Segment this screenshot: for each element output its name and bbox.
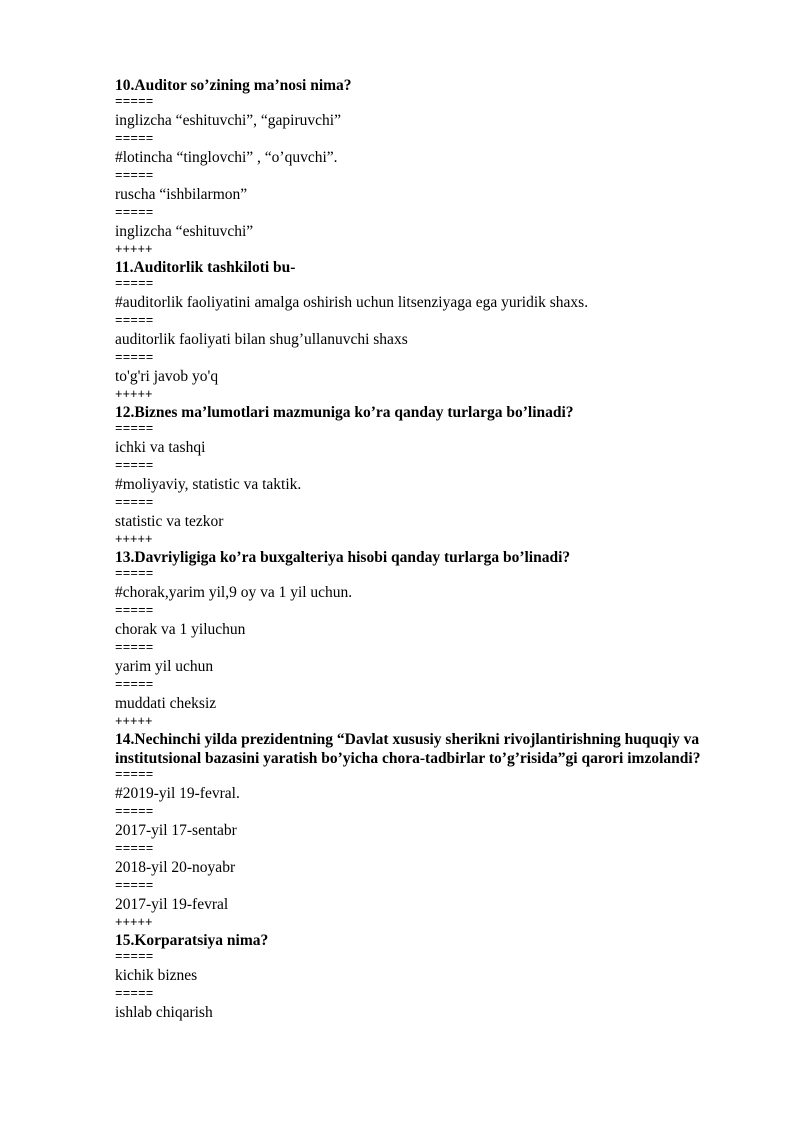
option-separator: ===== xyxy=(115,351,154,365)
answer-option: #2019-yil 19-fevral. xyxy=(115,785,240,802)
option-separator: ===== xyxy=(115,678,154,692)
question-title: 11.Auditorlik tashkiloti bu- xyxy=(115,259,296,276)
option-separator: ===== xyxy=(115,422,154,436)
option-separator: ===== xyxy=(115,987,154,1001)
question-block xyxy=(115,403,755,548)
document-body xyxy=(115,76,755,1024)
answer-option: chorak va 1 yiluchun xyxy=(115,621,246,638)
question-title: 12.Biznes ma’lumotlari mazmuniga ko’ra qanday turlarga bo’linadi? xyxy=(115,404,574,421)
answer-option: #auditorlik faoliyatini amalga oshirish uchun litsenziyaga ega yuridik shaxs. xyxy=(115,294,589,311)
answer-option: kichik biznes xyxy=(115,967,198,984)
answer-option: inglizcha “eshituvchi”, “gapiruvchi” xyxy=(115,112,341,129)
answer-option: 2018-yil 20-noyabr xyxy=(115,859,236,876)
question-terminator: +++++ xyxy=(115,388,153,402)
answer-option: #moliyaviy, statistic va taktik. xyxy=(115,476,302,493)
question-block xyxy=(115,548,755,730)
option-separator: ===== xyxy=(115,95,154,109)
question-block xyxy=(115,931,755,1024)
answer-option: 2017-yil 19-fevral xyxy=(115,896,229,913)
answer-option: 2017-yil 17-sentabr xyxy=(115,822,237,839)
question-block xyxy=(115,76,755,258)
option-separator: ===== xyxy=(115,768,154,782)
answer-option: statistic va tezkor xyxy=(115,513,224,530)
question-terminator: +++++ xyxy=(115,243,153,257)
question-title: 10.Auditor so’zining ma’nosi nima? xyxy=(115,77,352,94)
option-separator: ===== xyxy=(115,496,154,510)
option-separator: ===== xyxy=(115,805,154,819)
question-terminator: +++++ xyxy=(115,916,153,930)
answer-option: ruscha “ishbilarmon” xyxy=(115,186,248,203)
option-separator: ===== xyxy=(115,567,154,581)
answer-option: ichki va tashqi xyxy=(115,439,206,456)
option-separator: ===== xyxy=(115,950,154,964)
answer-option: auditorlik faoliyati bilan shug’ullanuvchi shaxs xyxy=(115,331,408,348)
option-separator: ===== xyxy=(115,277,154,291)
question-title: 15.Korparatsiya nima? xyxy=(115,932,269,949)
question-terminator: +++++ xyxy=(115,533,153,547)
question-block xyxy=(115,258,755,403)
option-separator: ===== xyxy=(115,842,154,856)
answer-option: #chorak,yarim yil,9 oy va 1 yil uchun. xyxy=(115,584,353,601)
option-separator: ===== xyxy=(115,132,154,146)
answer-option: yarim yil uchun xyxy=(115,658,214,675)
option-separator: ===== xyxy=(115,459,154,473)
option-separator: ===== xyxy=(115,169,154,183)
answer-option: inglizcha “eshituvchi” xyxy=(115,223,254,240)
option-separator: ===== xyxy=(115,206,154,220)
question-block xyxy=(115,730,755,931)
answer-option: to'g'ri javob yo'q xyxy=(115,368,219,385)
answer-option: #lotincha “tinglovchi” , “o’quvchi”. xyxy=(115,149,338,166)
answer-option: muddati cheksiz xyxy=(115,695,217,712)
answer-option: ishlab chiqarish xyxy=(115,1004,213,1021)
option-separator: ===== xyxy=(115,314,154,328)
option-separator: ===== xyxy=(115,641,154,655)
question-terminator: +++++ xyxy=(115,715,153,729)
option-separator: ===== xyxy=(115,879,154,893)
question-title: 13.Davriyligiga ko’ra buxgalteriya hisobi qanday turlarga bo’linadi? xyxy=(115,549,571,566)
question-title: 14.Nechinchi yilda prezidentning “Davlat xususiy sherikni rivojlantirishning huquqiy va institutsional bazasini yaratish bo’yicha chora-tadbirlar to’g’risida”gi qarori imzolandi? xyxy=(115,731,701,767)
option-separator: ===== xyxy=(115,604,154,618)
